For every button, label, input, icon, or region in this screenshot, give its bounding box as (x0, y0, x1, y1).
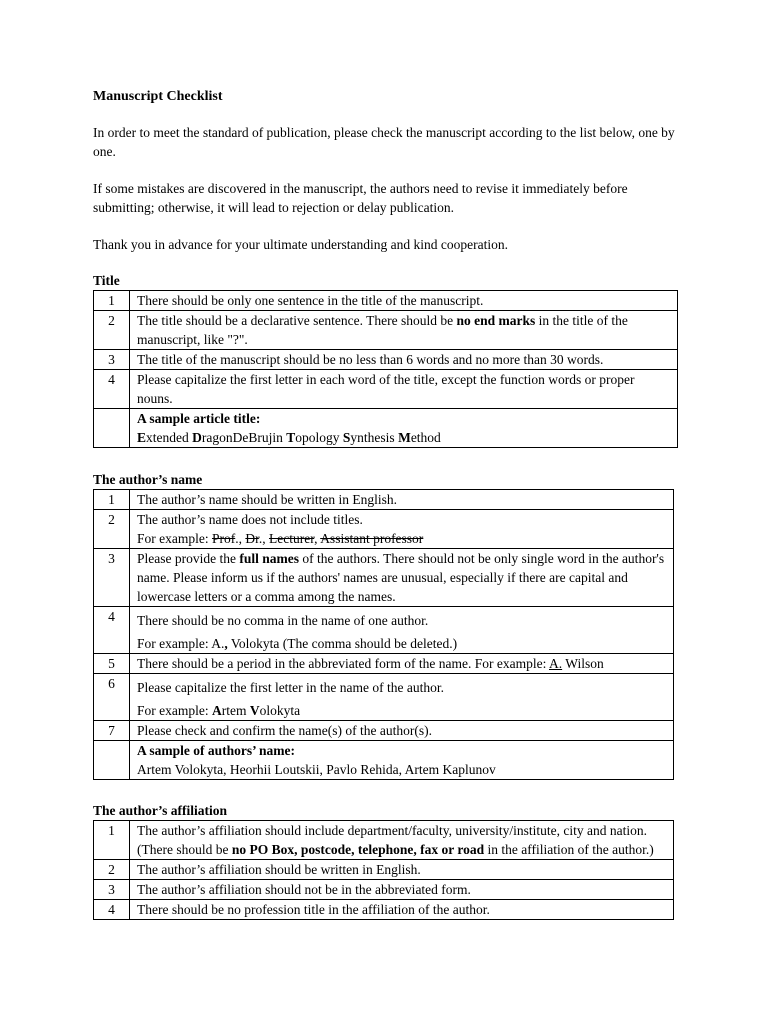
row-text (130, 607, 674, 654)
row-text-part: There should be no comma in the name of one author. (137, 613, 429, 628)
sample-cell (130, 409, 678, 448)
table-row (94, 370, 678, 409)
sample-cap: T (286, 430, 296, 445)
sample-title (137, 430, 441, 445)
row-text-part: The author’s affiliation should include department/faculty, university/institute, city and nation. (There should be (137, 823, 648, 857)
table-row (94, 821, 674, 860)
sample-cell (130, 741, 674, 780)
sample-rest: xtended (146, 430, 193, 445)
row-number: 4 (94, 900, 130, 920)
table-row (94, 311, 678, 350)
row-text-part: Please capitalize the first letter in the name of the author. (137, 680, 445, 695)
struck-title: Prof (211, 531, 236, 546)
example-prefix: For example: (137, 703, 212, 718)
row-text-bold: no PO Box, postcode, telephone, fax or road (231, 842, 485, 857)
example-comma: , (224, 636, 228, 651)
row-text-part: The author’s name does not include titles. (137, 512, 363, 527)
row-number: 2 (94, 510, 130, 549)
example-line (137, 701, 669, 720)
row-text (130, 549, 674, 607)
row-text-part: The title should be a declarative sentence. There should be (137, 313, 457, 328)
row-number: 6 (94, 674, 130, 721)
example-rest: rtem (221, 703, 250, 718)
affiliation-checklist-table (93, 820, 674, 920)
title-checklist-table (93, 290, 678, 448)
sample-label: A sample article title: (137, 411, 261, 426)
row-number: 5 (94, 654, 130, 674)
table-row (94, 741, 674, 780)
sample-rest: ynthesis (350, 430, 399, 445)
row-text: The title of the manuscript should be no less than 6 words and no more than 30 words. (130, 350, 678, 370)
row-text (130, 674, 674, 721)
sample-authors: Artem Volokyta, Heorhii Loutskii, Pavlo Rehida, Artem Kaplunov (137, 762, 496, 777)
sample-cap: D (192, 430, 202, 445)
row-text: The author’s affiliation should be written in English. (130, 860, 674, 880)
page-title: Manuscript Checklist (93, 89, 223, 104)
struck-title: Dr (245, 531, 259, 546)
row-number: 3 (94, 350, 130, 370)
author-name-checklist-table (93, 489, 674, 780)
row-text-part: Please provide the (137, 551, 240, 566)
example-cap: A (211, 703, 222, 718)
row-text-part: in the affiliation of the author.) (484, 842, 654, 857)
row-number: 2 (94, 860, 130, 880)
intro-paragraph-1: In order to meet the standard of publication, please check the manuscript according to the list below, one by one. (93, 125, 675, 159)
document-page (93, 87, 683, 920)
row-number: 7 (94, 721, 130, 741)
row-text: The author’s affiliation should not be in the abbreviated form. (130, 880, 674, 900)
example-part: For example: A. (137, 636, 225, 651)
table-row (94, 860, 674, 880)
row-text-bold: full names (239, 551, 299, 566)
table-row (94, 674, 674, 721)
row-text-part: of the authors. There should not be only single word in the author's name. Please inform us if the authors' names are unusual, especially if there are capital and lowercase letters or a comma among the names. (137, 551, 665, 604)
row-number: 4 (94, 370, 130, 409)
row-text-part: Wilson (562, 656, 604, 671)
sample-label: A sample of authors’ name: (137, 743, 295, 758)
table-row (94, 900, 674, 920)
table-row (94, 607, 674, 654)
row-text (130, 654, 674, 674)
table-row (94, 510, 674, 549)
table-row (94, 490, 674, 510)
row-text (130, 311, 678, 350)
example-prefix: For example: (137, 531, 212, 546)
table-row (94, 350, 678, 370)
table-row (94, 654, 674, 674)
row-number-empty (94, 741, 130, 780)
row-text: Please capitalize the first letter in each word of the title, except the function words or proper nouns. (130, 370, 678, 409)
sample-cap: E (137, 430, 147, 445)
section-heading-affiliation: The author’s affiliation (93, 803, 227, 818)
example-rest: olokyta (259, 703, 301, 718)
sample-rest: opology (295, 430, 343, 445)
example-part: Volokyta (The comma should be deleted.) (227, 636, 458, 651)
row-text-part: There should be a period in the abbreviated form of the name. For example: (137, 656, 549, 671)
example-line (137, 634, 669, 653)
row-text: The author’s name does not include titles. For example: Prof., Dr., Lecturer, Assistant professor (130, 510, 674, 549)
row-text: There should be only one sentence in the title of the manuscript. (130, 291, 678, 311)
struck-title: Assistant professor (320, 531, 424, 546)
table-row (94, 409, 678, 448)
row-text (130, 821, 674, 860)
row-number: 3 (94, 880, 130, 900)
row-number: 2 (94, 311, 130, 350)
row-text: There should be no profession title in the affiliation of the author. (130, 900, 674, 920)
row-number: 1 (94, 821, 130, 860)
row-number: 1 (94, 291, 130, 311)
sample-cap: M (398, 430, 411, 445)
example-cap: V (249, 703, 260, 718)
row-number: 1 (94, 490, 130, 510)
table-row (94, 721, 674, 741)
section-heading-author-name: The author’s name (93, 472, 203, 487)
intro-paragraph-2: If some mistakes are discovered in the manuscript, the authors need to revise it immediately before submitting; otherwise, it will lead to rejection or delay publication. (93, 181, 628, 215)
row-number: 4 (94, 607, 130, 654)
row-text: Please check and confirm the name(s) of the author(s). (130, 721, 674, 741)
table-row (94, 549, 674, 607)
intro-paragraph-3: Thank you in advance for your ultimate understanding and kind cooperation. (93, 237, 509, 252)
section-heading-title: Title (93, 273, 120, 288)
sample-rest: ethod (410, 430, 441, 445)
struck-title: Lecturer (268, 531, 315, 546)
table-row (94, 880, 674, 900)
underlined-initial: A. (549, 656, 563, 671)
row-number: 3 (94, 549, 130, 607)
row-text: The author’s name should be written in English. (130, 490, 674, 510)
sample-cap: S (342, 430, 351, 445)
sample-rest: ragonDeBrujin (201, 430, 287, 445)
row-number-empty (94, 409, 130, 448)
row-text-bold: no end marks (456, 313, 536, 328)
table-row (94, 291, 678, 311)
row-text-part: in the title of the manuscript, like "?". (137, 313, 628, 347)
